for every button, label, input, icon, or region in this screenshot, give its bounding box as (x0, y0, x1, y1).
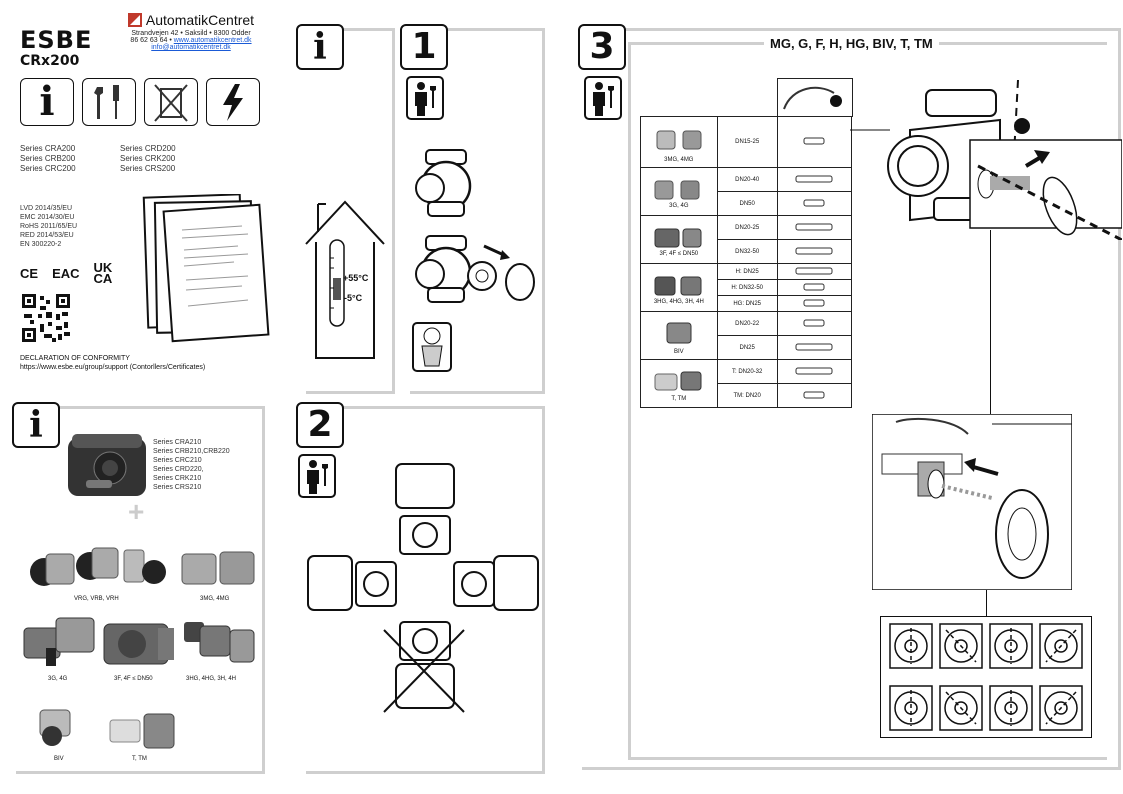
valve-t-image (108, 710, 178, 752)
series-list-left: Series CRA200 Series CRB200 Series CRC200 (20, 144, 76, 173)
adapter-dn-cell: H: DN25 (717, 264, 777, 280)
mounting-orientation-image (304, 460, 540, 716)
step-2-number: 2 (296, 402, 344, 448)
valve-t-label: T, TM (132, 756, 147, 762)
adapter-part-cell (777, 264, 851, 280)
valve-biv-image (36, 706, 76, 750)
dealer-address: Strandvejen 42 • Saksild • 8300 Odder (131, 30, 251, 37)
temp-max-label: +55°C (343, 273, 369, 283)
declaration-title: DECLARATION OF CONFORMITY (20, 355, 130, 362)
no-disposal-icon (144, 78, 198, 126)
dealer-logo-icon (128, 13, 142, 27)
dealer-block (116, 12, 266, 51)
adapter-detail-image (872, 414, 1072, 590)
recycle-icon (412, 322, 452, 372)
step-info-2-number: i (12, 402, 60, 448)
valve-g-label: 3G, 4G (48, 676, 68, 682)
valve-adapter-install-image (410, 232, 540, 312)
valve-vrg-label: VRG, VRB, VRH (74, 596, 119, 602)
house-temperature-image (302, 198, 388, 374)
electric-hazard-icon (206, 78, 260, 126)
brand-logo: ESBE (20, 26, 93, 54)
adapter-dn-cell: DN50 (717, 192, 777, 216)
dealer-phone: 86 62 63 64 • (130, 37, 172, 44)
connector-line (990, 230, 991, 414)
adapter-part-cell (777, 216, 851, 240)
valve-assembly-image (850, 80, 1122, 240)
adapter-dn-cell: DN20-25 (717, 216, 777, 240)
dealer-website-link[interactable]: www.automatikcentret.dk (173, 37, 252, 44)
adapter-dn-cell: T: DN20-32 (717, 360, 777, 384)
info-icon: i (20, 78, 74, 126)
adapter-part-cell (777, 360, 851, 384)
directives-list: LVD 2014/35/EU EMC 2014/30/EU RoHS 2011/65/EU RED 2014/53/EU EN 300220-2 (20, 205, 78, 248)
adapter-dn-cell: TM: DN20 (717, 384, 777, 408)
adapter-part-cell (777, 240, 851, 264)
series-210-list: Series CRA210 Series CRB210,CRB220 Series CRC210 Series CRD220, Series CRK210 Series CRS210 (153, 439, 230, 491)
ce-mark: CE (20, 265, 39, 281)
valve-mg-label: 3MG, 4MG (200, 596, 230, 602)
step-3-number: 3 (578, 24, 626, 70)
adapter-dn-cell: DN25 (717, 336, 777, 360)
adapter-valve-cell: 3F, 4F ≤ DN50 (641, 216, 718, 264)
installer-icon (406, 76, 444, 120)
adapter-dn-cell: DN20-22 (717, 312, 777, 336)
adapter-valve-cell: 3G, 4G (641, 168, 718, 216)
series-list-right: Series CRD200 Series CRK200 Series CRS200 (120, 144, 176, 173)
tools-icon (82, 78, 136, 126)
adapter-part-cell (777, 117, 851, 168)
adapter-dn-cell: DN32-50 (717, 240, 777, 264)
temp-min-label: -5°C (344, 293, 363, 303)
valve-vrg-image (28, 540, 172, 590)
adapter-dn-cell: HG: DN25 (717, 296, 777, 312)
rotation-positions-image (884, 620, 1088, 736)
adapter-header-image (777, 78, 853, 117)
adapter-valve-cell: 3HG, 4HG, 3H, 4H (641, 264, 718, 312)
adapter-part-cell (777, 384, 851, 408)
adapter-valve-cell: T, TM (641, 360, 718, 408)
adapter-dn-cell: DN15-25 (717, 117, 777, 168)
certificate-documents-image (138, 194, 288, 344)
adapter-valve-cell: BIV (641, 312, 718, 360)
panel-3-title: MG, G, F, H, HG, BIV, T, TM (764, 36, 939, 51)
adapter-part-cell (777, 168, 851, 192)
declaration-url[interactable]: https://www.esbe.eu/group/support (Contorllers/Certificates) (20, 364, 206, 371)
valve-g-image (22, 612, 98, 668)
qr-code-icon[interactable] (22, 294, 70, 342)
valve-biv-label: BIV (54, 756, 64, 762)
ukca-mark: UK CA (93, 260, 113, 286)
plus-sign: + (128, 496, 145, 527)
valve-f-image (102, 614, 178, 668)
certification-marks (20, 262, 118, 284)
dealer-email-link[interactable]: info@automatikcentret.dk (151, 44, 231, 51)
adapter-valve-cell: 3MG, 4MG (641, 117, 718, 168)
adapter-part-cell (777, 312, 851, 336)
valve-f-label: 3F, 4F ≤ DN50 (114, 676, 153, 682)
adapter-table (640, 116, 852, 408)
valve-hg-image (182, 618, 258, 668)
eac-mark: EAC (52, 265, 80, 281)
step-1-number: 1 (400, 24, 448, 70)
adapter-part-cell (777, 296, 851, 312)
adapter-dn-cell: H: DN32-50 (717, 280, 777, 296)
brand-model: CRx200 (20, 53, 80, 69)
connector-line-2 (986, 590, 987, 616)
dealer-name: AutomatikCentret (145, 12, 255, 28)
adapter-part-cell (777, 192, 851, 216)
valve-hg-label: 3HG, 4HG, 3H, 4H (186, 676, 237, 682)
adapter-dn-cell: DN20-40 (717, 168, 777, 192)
adapter-part-cell (777, 336, 851, 360)
actuator-image (66, 430, 150, 500)
installer-icon-3 (584, 76, 622, 120)
valve-image-1 (410, 146, 482, 220)
adapter-part-cell (777, 280, 851, 296)
step-info-number: i (296, 24, 344, 70)
valve-mg-image (180, 544, 260, 590)
